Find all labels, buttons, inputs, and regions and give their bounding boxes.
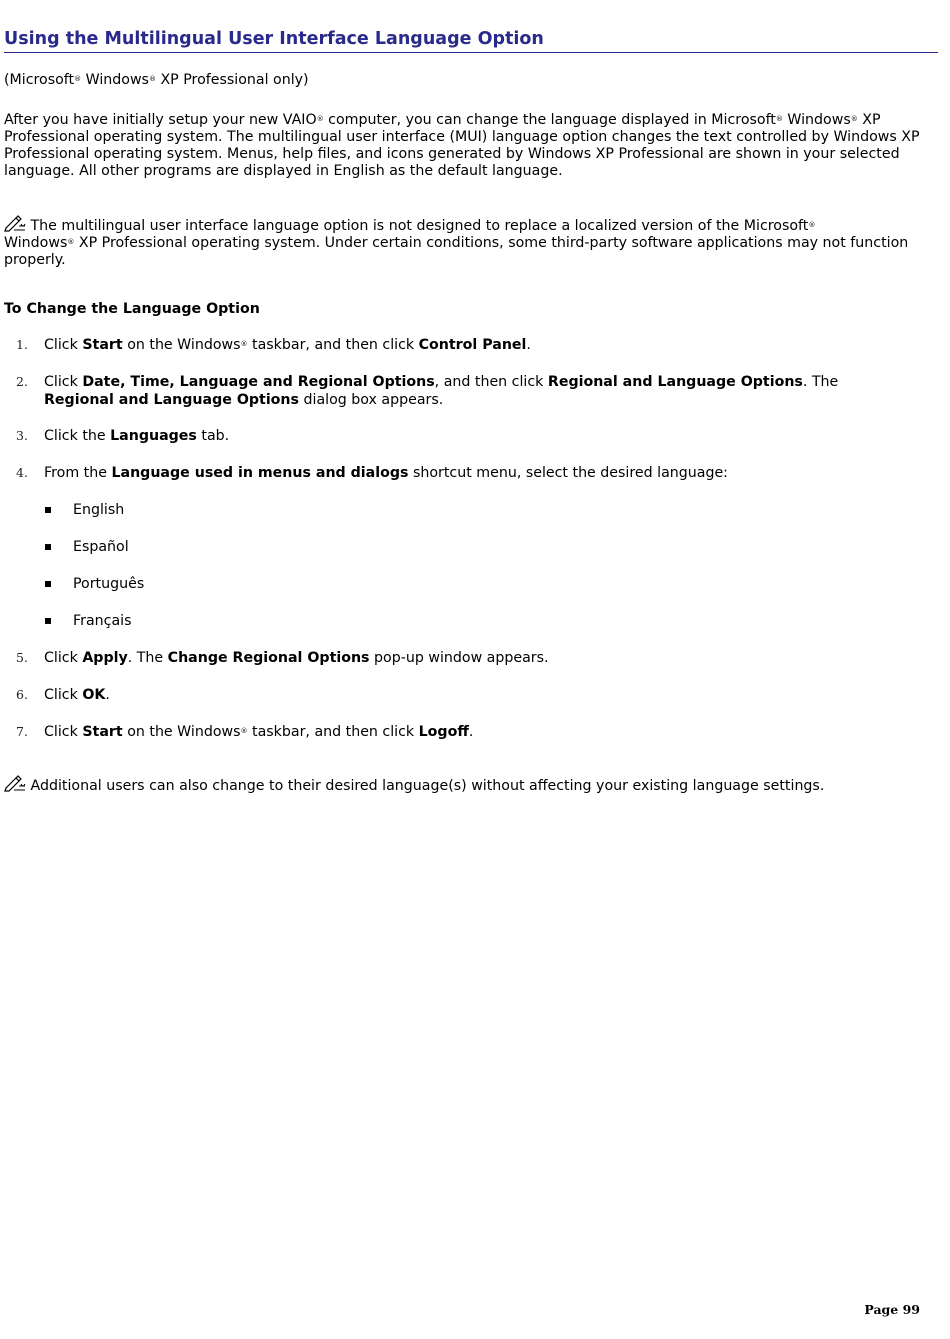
intro-text: After you have initially setup your new VAIO — [4, 112, 317, 128]
step-text-part: . The — [802, 374, 839, 390]
step-number: 4. — [16, 465, 28, 480]
language-option-espanol: Español — [73, 539, 129, 555]
ui-term: OK — [82, 687, 106, 703]
step-number: 2. — [16, 374, 28, 389]
intro-text: computer, you can change the language displayed in Microsoft — [323, 112, 776, 128]
ui-term: Language used in menus and dialogs — [111, 465, 409, 481]
title-underline — [4, 28, 938, 53]
subtitle-text: XP Professional only) — [155, 72, 309, 88]
language-option-english: English — [73, 502, 125, 518]
step-text-part: taskbar, and then click — [247, 724, 419, 740]
registered-mark: ® — [850, 115, 858, 123]
step-text-part: tab. — [196, 428, 230, 444]
registered-mark: ® — [67, 238, 75, 246]
step-text-part: shortcut menu, select the desired language: — [408, 465, 728, 481]
step-text-part: . — [105, 687, 110, 703]
step-text — [44, 427, 934, 445]
page-number: Page 99 — [864, 1302, 920, 1317]
ui-term: Regional and Language Options — [547, 374, 803, 390]
note-text: XP Professional operating system. Under certain conditions, some third-party software applications may not function properly. — [4, 235, 909, 268]
registered-mark: ® — [148, 75, 156, 83]
language-option-francais: Français — [73, 613, 132, 629]
note-paragraph — [4, 774, 938, 795]
note-pencil-icon — [4, 214, 26, 232]
step-text — [44, 686, 934, 704]
registered-mark: ® — [240, 340, 248, 348]
step-text-part: pop-up window appears. — [369, 650, 549, 666]
bullet-marker — [45, 581, 51, 587]
bullet-marker — [45, 544, 51, 550]
note-text: The multilingual user interface language option is not designed to replace a localized version of the Microsoft — [26, 218, 809, 234]
step-text-part: Click — [44, 337, 83, 353]
step-number: 3. — [16, 428, 28, 443]
ui-term: Control Panel — [418, 337, 527, 353]
ui-term: Start — [82, 724, 123, 740]
step-text — [44, 373, 934, 409]
intro-text: Windows — [782, 112, 851, 128]
section-heading: To Change the Language Option — [4, 301, 260, 317]
step-text — [44, 649, 934, 667]
step-text-part: From the — [44, 465, 112, 481]
subtitle-text: Windows — [81, 72, 149, 88]
step-number: 6. — [16, 687, 28, 702]
ui-term: Change Regional Options — [167, 650, 370, 666]
step-text — [44, 336, 934, 354]
bullet-marker — [45, 618, 51, 624]
subtitle-text: (Microsoft — [4, 72, 75, 88]
step-number: 7. — [16, 724, 28, 739]
step-text-part: Click — [44, 724, 83, 740]
step-text-part: Click — [44, 374, 83, 390]
registered-mark: ® — [74, 75, 82, 83]
note-pencil-icon — [4, 774, 26, 792]
registered-mark: ® — [775, 115, 783, 123]
note-text: Windows — [4, 235, 68, 251]
step-text-part: Click — [44, 687, 83, 703]
step-text-part: on the Windows — [122, 337, 241, 353]
subtitle — [4, 72, 938, 89]
ui-term: Logoff — [418, 724, 469, 740]
ui-term: Start — [82, 337, 123, 353]
ui-term: Apply — [82, 650, 128, 666]
intro-text: XP Professional operating system. The multilingual user interface (MUI) language option changes the text controlled by Windows XP Professional operating system. Menus, help files, and icons generated by Windows XP Professional are shown in your selected language. All other programs are displayed in English as the default language. — [4, 112, 920, 179]
step-text-part: on the Windows — [122, 724, 241, 740]
step-number: 5. — [16, 650, 28, 665]
registered-mark: ® — [316, 115, 324, 123]
registered-mark: ® — [240, 727, 248, 735]
step-text — [44, 723, 934, 741]
registered-mark: ® — [808, 221, 816, 229]
ui-term: Regional and Language Options — [44, 392, 299, 408]
note-paragraph — [4, 214, 938, 269]
ui-term: Languages — [110, 428, 197, 444]
intro-paragraph — [4, 112, 938, 180]
step-text — [44, 464, 934, 482]
ui-term: Date, Time, Language and Regional Options — [82, 374, 435, 390]
step-text-part: dialog box appears. — [298, 392, 444, 408]
step-text-part: Click the — [44, 428, 111, 444]
step-text-part: , and then click — [434, 374, 548, 390]
note-text: Additional users can also change to their desired language(s) without affecting your existing language settings. — [26, 778, 825, 794]
step-text-part: . — [468, 724, 474, 740]
language-option-portugues: Português — [73, 576, 145, 592]
step-text-part: taskbar, and then click — [247, 337, 419, 353]
step-text-part: . The — [127, 650, 168, 666]
step-number: 1. — [16, 337, 28, 352]
bullet-marker — [45, 507, 51, 513]
step-text-part: . — [526, 337, 531, 353]
page-title: Using the Multilingual User Interface Language Option — [4, 29, 544, 49]
step-text-part: Click — [44, 650, 83, 666]
